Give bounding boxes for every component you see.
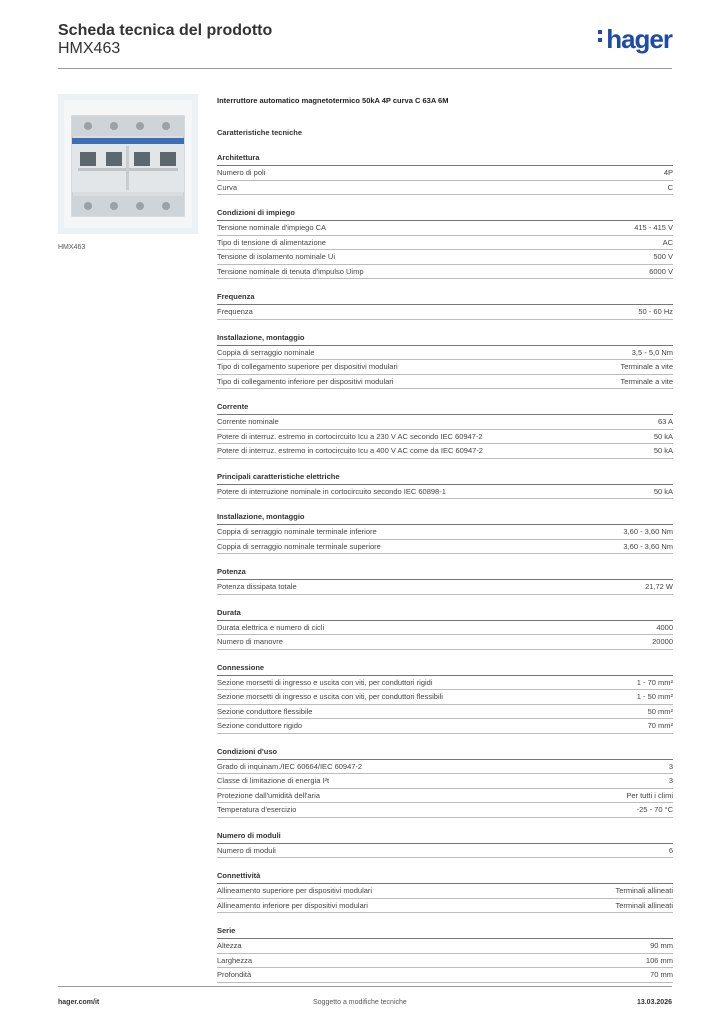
spec-label: Temperatura d'esercizio <box>217 805 297 814</box>
spec-value: 3,60 - 3,60 Nm <box>623 527 673 536</box>
spec-label: Sezione conduttore flessibile <box>217 706 313 716</box>
section-title: Installazione, montaggio <box>217 333 673 346</box>
spec-label: Sezione morsetti di ingresso e uscita con viti, per conduttori rigidi <box>217 677 433 687</box>
spec-row <box>217 181 673 196</box>
footer-note: Soggetto a modifiche tecniche <box>313 999 407 1006</box>
footer-date: 13.03.2026 <box>636 999 672 1006</box>
section-title: Condizioni di impiego <box>217 208 673 221</box>
spec-value: 4000 <box>656 622 673 632</box>
spec-section <box>217 208 673 279</box>
spec-label: Durata elettrica e numero di cicli <box>217 622 325 632</box>
spec-section <box>217 567 673 595</box>
spec-section <box>217 292 673 320</box>
spec-value: 3,5 - 5,0 Nm <box>631 347 673 357</box>
spec-row <box>217 485 673 500</box>
spec-content <box>217 96 673 983</box>
product-image <box>58 94 198 234</box>
spec-label: Numero di moduli <box>217 845 276 855</box>
spec-row <box>217 676 673 691</box>
spec-value: 1 - 50 mm² <box>636 692 673 701</box>
spec-value: 50 mm² <box>647 706 673 716</box>
spec-row <box>217 525 673 540</box>
product-code: HMX463 <box>58 40 121 57</box>
spec-row <box>217 899 673 914</box>
spec-label: Coppia di serraggio nominale terminale inferiore <box>217 527 377 536</box>
spec-label: Numero di manovre <box>217 637 283 646</box>
spec-value: 70 mm <box>650 970 673 979</box>
spec-label: Profondità <box>217 970 252 979</box>
spec-row <box>217 884 673 899</box>
spec-label: Curva <box>217 182 238 192</box>
spec-label: Coppia di serraggio nominale <box>217 347 315 357</box>
section-title: Frequenza <box>217 292 673 305</box>
spec-value: Terminale a vite <box>620 362 673 371</box>
spec-section <box>217 871 673 913</box>
spec-value: 63 A <box>657 417 673 426</box>
spec-row <box>217 803 673 818</box>
spec-value: 50 kA <box>653 486 673 496</box>
spec-value: 1 - 70 mm² <box>636 677 673 687</box>
spec-section <box>217 333 673 390</box>
spec-row <box>217 305 673 320</box>
spec-row <box>217 705 673 720</box>
spec-row <box>217 540 673 555</box>
spec-label: Tensione di isolamento nominale Ui <box>217 252 335 261</box>
spec-value: 70 mm² <box>647 721 673 730</box>
spec-row <box>217 346 673 361</box>
section-title: Durata <box>217 608 673 621</box>
spec-row <box>217 430 673 445</box>
spec-value: Per tutti i climi <box>626 790 673 800</box>
spec-heading: Caratteristiche tecniche <box>217 128 303 137</box>
spec-section <box>217 472 673 500</box>
document-title: Scheda tecnica del prodotto <box>58 22 273 39</box>
spec-label: Potenza dissipata totale <box>217 582 297 591</box>
spec-label: Numero di poli <box>217 168 266 177</box>
spec-value: 50 kA <box>653 431 673 441</box>
page-footer <box>58 986 672 1015</box>
spec-value: 415 - 415 V <box>634 223 673 232</box>
spec-label: Coppia di serraggio nominale terminale superiore <box>217 541 381 551</box>
spec-row <box>217 265 673 280</box>
spec-value: 3 <box>668 776 673 785</box>
spec-row <box>217 375 673 390</box>
spec-label: Grado di inquinam./IEC 60664/IEC 60947-2 <box>217 761 363 771</box>
spec-label: Altezza <box>217 941 242 950</box>
spec-label: Sezione conduttore rigido <box>217 721 303 730</box>
spec-value: 20000 <box>652 637 673 646</box>
spec-row <box>217 939 673 954</box>
spec-row <box>217 844 673 859</box>
spec-sections <box>217 153 673 983</box>
spec-section <box>217 663 673 734</box>
spec-section <box>217 831 673 859</box>
spec-label: Tensione nominale di tenuta d'impulso Uimp <box>217 266 364 276</box>
image-caption: HMX463 <box>58 244 86 251</box>
spec-label: Larghezza <box>217 955 253 965</box>
spec-label: Allineamento superiore per dispositivi modulari <box>217 886 373 895</box>
circuit-breaker-icon <box>58 94 198 234</box>
spec-label: Tensione nominale d'impiego CA <box>217 223 326 232</box>
spec-value: 3,60 - 3,60 Nm <box>623 541 673 551</box>
spec-row <box>217 250 673 265</box>
spec-label: Allineamento inferiore per dispositivi modulari <box>217 900 368 910</box>
spec-label: Corrente nominale <box>217 417 279 426</box>
spec-value: Terminali allineati <box>615 886 673 895</box>
spec-section <box>217 926 673 983</box>
spec-value: C <box>667 182 673 192</box>
spec-value: 50 - 60 Hz <box>638 307 673 316</box>
spec-row <box>217 690 673 705</box>
hager-logo <box>598 24 672 55</box>
spec-row <box>217 236 673 251</box>
spec-row <box>217 789 673 804</box>
spec-value: 21,72 W <box>645 582 673 591</box>
section-title: Potenza <box>217 567 673 580</box>
spec-row <box>217 760 673 775</box>
section-title: Connessione <box>217 663 673 676</box>
spec-row <box>217 221 673 236</box>
section-title: Connettività <box>217 871 673 884</box>
spec-label: Tipo di collegamento inferiore per dispositivi modulari <box>217 376 394 386</box>
spec-label: Tipo di tensione di alimentazione <box>217 237 326 247</box>
section-title: Condizioni d'uso <box>217 747 673 760</box>
spec-row <box>217 954 673 969</box>
product-description: Interruttore automatico magnetotermico 50kA 4P curva C 63A 6M <box>217 96 449 105</box>
spec-label: Tipo di collegamento superiore per dispositivi modulari <box>217 362 398 371</box>
spec-value: AC <box>662 237 673 247</box>
spec-label: Frequenza <box>217 307 253 316</box>
spec-value: 3 <box>668 761 673 771</box>
spec-row <box>217 719 673 734</box>
spec-label: Potere di interruzione nominale in cortocircuito secondo IEC 60898-1 <box>217 486 446 496</box>
section-title: Principali caratteristiche elettriche <box>217 472 673 485</box>
spec-section <box>217 512 673 554</box>
logo-text: hager <box>606 24 672 54</box>
spec-value: 50 kA <box>653 446 673 455</box>
spec-value: 6 <box>668 845 673 855</box>
spec-label: Sezione morsetti di ingresso e uscita con viti, per conduttori flessibili <box>217 692 443 701</box>
spec-section <box>217 153 673 195</box>
section-title: Numero di moduli <box>217 831 673 844</box>
section-title: Serie <box>217 926 673 939</box>
spec-row <box>217 415 673 430</box>
spec-value: Terminali allineati <box>615 900 673 910</box>
section-title: Installazione, montaggio <box>217 512 673 525</box>
page-header <box>58 20 672 69</box>
spec-row <box>217 621 673 636</box>
spec-value: 500 V <box>653 252 673 261</box>
spec-row <box>217 774 673 789</box>
spec-value: 6000 V <box>649 266 673 276</box>
spec-row <box>217 166 673 181</box>
footer-website-link[interactable]: hager.com/it <box>58 999 100 1006</box>
logo-colon-icon <box>598 27 604 46</box>
spec-section <box>217 402 673 459</box>
spec-label: Classe di limitazione di energia I²t <box>217 776 330 785</box>
spec-row <box>217 580 673 595</box>
spec-section <box>217 608 673 650</box>
spec-label: Potere di interruz. estremo in cortocircuito Icu a 400 V AC come da IEC 60947-2 <box>217 446 483 455</box>
spec-row <box>217 444 673 459</box>
spec-row <box>217 360 673 375</box>
spec-value: Terminale a vite <box>620 376 673 386</box>
section-title: Corrente <box>217 402 673 415</box>
spec-value: 90 mm <box>650 941 673 950</box>
spec-label: Potere di interruz. estremo in cortocircuito Icu a 230 V AC secondo IEC 60947-2 <box>217 431 483 441</box>
section-title: Architettura <box>217 153 673 166</box>
spec-row <box>217 635 673 650</box>
spec-row <box>217 968 673 983</box>
spec-value: -25 - 70 °C <box>636 805 673 814</box>
spec-value: 106 mm <box>645 955 673 965</box>
spec-label: Protezione dall'umidità dell'aria <box>217 790 320 800</box>
spec-value: 4P <box>663 168 673 177</box>
spec-section <box>217 747 673 818</box>
